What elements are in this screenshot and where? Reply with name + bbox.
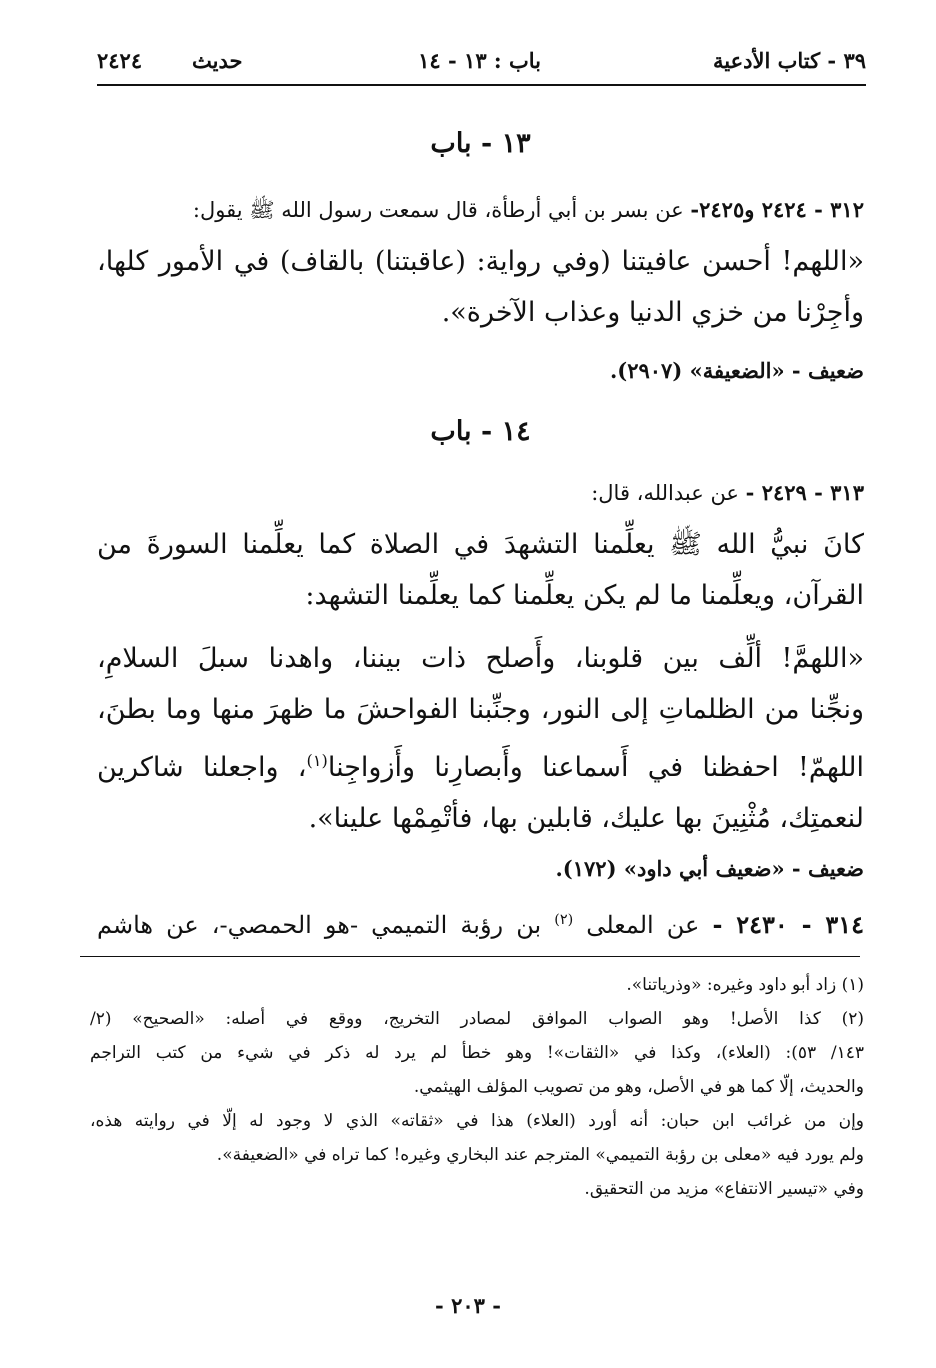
isnad-text: عن بسر بن أبي أرطأة، قال سمعت رسول الله ﷺ يقول: bbox=[192, 198, 691, 222]
isnad-text: عن عبدالله، قال: bbox=[591, 481, 746, 505]
hadith-line: وأجِرْنا من خزي الدنيا وعذاب الآخرة». bbox=[441, 297, 864, 328]
isnad-314 bbox=[97, 900, 864, 945]
hadith-number: ٣١٤ - ٢٤٣٠ - bbox=[712, 910, 865, 939]
hadith-line bbox=[97, 900, 864, 945]
hadith-line-part: اللهمّ! احفظنا في أَسماعنا وأَبصارِنا وأَزواجِنا bbox=[327, 752, 864, 783]
hadith-text-312 bbox=[97, 236, 864, 338]
hadith-text-313 bbox=[97, 519, 864, 844]
footnotes bbox=[90, 968, 864, 1206]
isnad-312 bbox=[97, 195, 864, 225]
header-hadith-number: ٢٤٢٤ bbox=[97, 48, 143, 73]
header-divider bbox=[97, 84, 866, 86]
footnote-divider bbox=[80, 956, 860, 957]
header-hadith-label: حديث bbox=[192, 48, 243, 73]
isnad-text: عن المعلى bbox=[573, 911, 713, 939]
hadith-number: ٣١٣ - ٢٤٢٩ - bbox=[745, 480, 864, 505]
chapter-heading-14: ١٤ - باب bbox=[430, 416, 531, 447]
hadith-line: كانَ نبيُّ الله ﷺ يعلِّمنا التشهدَ في الصلاة كما يعلِّمنا السورةَ من bbox=[97, 529, 864, 560]
grading-312: ضعيف - «الضعيفة» (٢٩٠٧). bbox=[609, 358, 864, 383]
running-header bbox=[97, 42, 866, 86]
footnote-2-line: ١٤٣/ ٥٣): (العلاء)، وكذا في «الثقات»! وهو خطأ لم يرد له ذكر في شيء من كتب التراجم bbox=[90, 1043, 864, 1063]
hadith-line: ونجِّنا من الظلماتِ إلى النور، وجنِّبنا الفواحشَ ما ظهرَ منها وما بطنَ، bbox=[97, 694, 864, 725]
hadith-line bbox=[97, 735, 864, 793]
hadith-line: لنعمتِك، مُثْنِينَ بها عليك، قابلين بها، فأتْمِمْها علينا». bbox=[308, 803, 864, 834]
header-bab-range: باب : ١٣ - ١٤ bbox=[418, 48, 541, 73]
isnad-text: بن رؤبة التميمي -هو الحمصي-، عن هاشم bbox=[97, 911, 555, 939]
header-chapter-title: ٣٩ - كتاب الأدعية bbox=[712, 48, 866, 73]
page-number: - ٢٠٣ - bbox=[435, 1293, 501, 1318]
isnad-313 bbox=[97, 478, 864, 508]
footnote-2-line: وإن من غرائب ابن حبان: أنه أورد (العلاء) هذا في «ثقاته» الذي لا وجود له إلّا في روايته هذه، bbox=[90, 1111, 864, 1131]
footnote-2-line: (٢) كذا الأصل! وهو الصواب الموافق لمصادر التخريج، ووقع في أصله: «الصحيح» (٢/ bbox=[90, 1009, 864, 1029]
footnote-2-line: والحديث، إلّا كما هو في الأصل، وهو من تصويب المؤلف الهيثمي. bbox=[413, 1077, 864, 1097]
hadith-line: القرآن، ويعلِّمنا ما لم يكن يعلِّمنا كما يعلِّمنا التشهد: bbox=[305, 580, 864, 611]
hadith-line-part: ، واجعلنا شاكرين bbox=[97, 752, 307, 783]
footnote-2-line: ولم يورد فيه «معلى بن رؤبة التميمي» المترجم عند البخاري وغيره! كما تراه في «الضعيفة». bbox=[216, 1145, 864, 1165]
hadith-number: ٣١٢ - ٢٤٢٤ و٢٤٢٥- bbox=[690, 197, 864, 222]
footnote-2-line: وفي «تيسير الانتفاع» مزيد من التحقيق. bbox=[584, 1179, 864, 1199]
hadith-line: «اللهمَّ! ألِّف بين قلوبنا، وأَصلح ذات بيننا، واهدنا سبلَ السلامِ، bbox=[97, 643, 864, 674]
hadith-line: «اللهم! أحسن عافيتنا (وفي رواية: (عاقبتنا) بالقاف) في الأمور كلها، bbox=[97, 246, 864, 277]
footnote-ref-2: (٢) bbox=[554, 912, 574, 928]
grading-313: ضعيف - «ضعيف أبي داود» (١٧٢). bbox=[555, 856, 864, 881]
footnote-1: (١) زاد أبو داود وغيره: «وذرياتنا». bbox=[626, 975, 864, 995]
chapter-heading-13: ١٣ - باب bbox=[430, 128, 531, 159]
footnote-ref-1: (١) bbox=[306, 751, 328, 770]
